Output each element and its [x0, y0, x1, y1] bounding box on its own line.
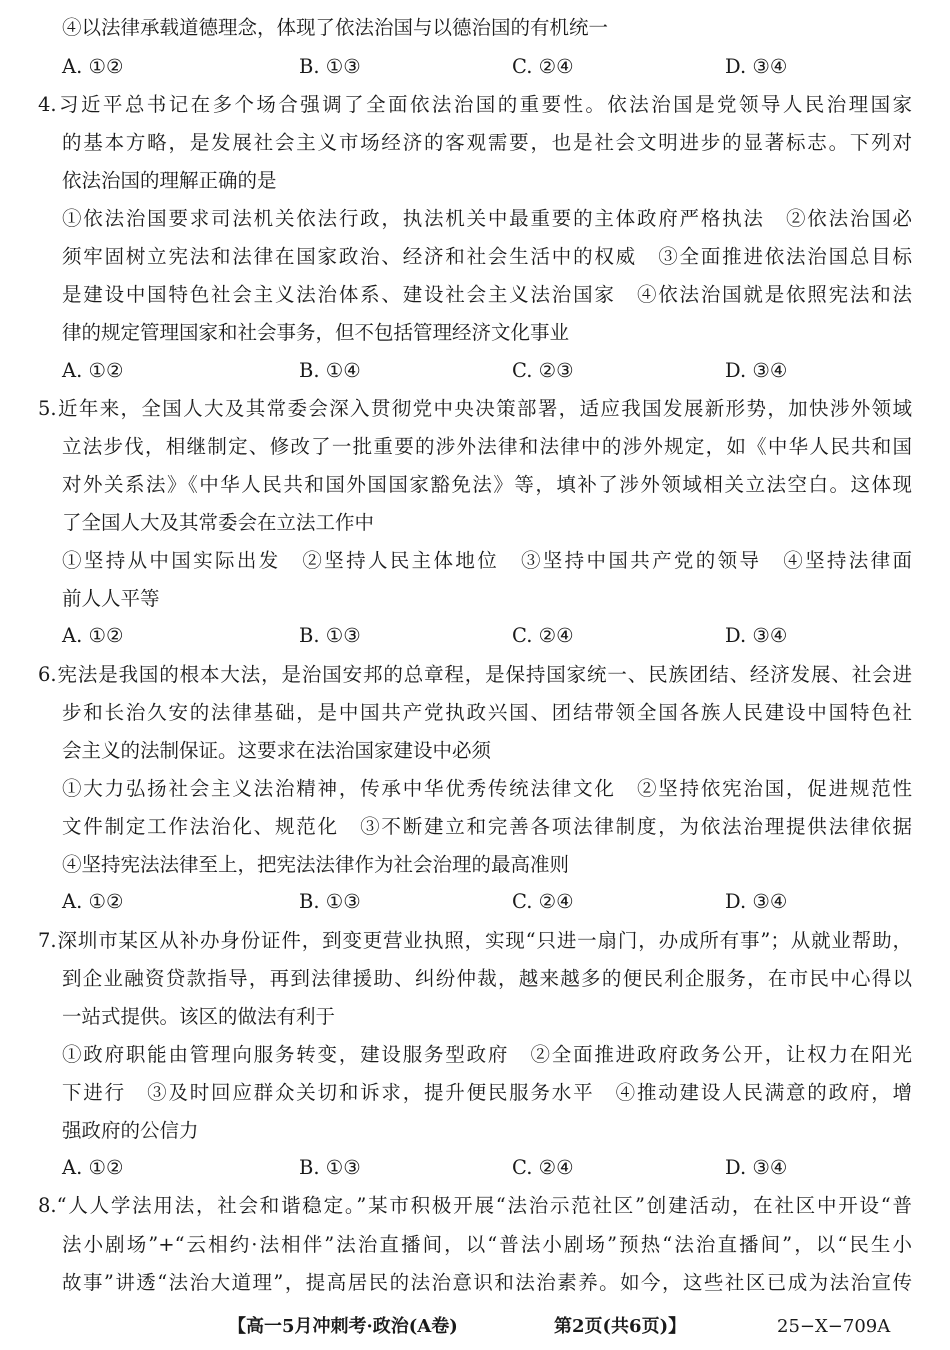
question-stem-line: 依法治国的理解正确的是 [62, 169, 277, 192]
question-3-options [62, 54, 912, 80]
statement-line: 律的规定管理国家和社会事务，但不包括管理经济文化事业 [62, 321, 570, 344]
statement-line: ①政府职能由管理向服务转变，建设服务型政府 ②全面推进政府政务公开，让权力在阳光 [62, 1043, 912, 1066]
option-c: C. ②④ [512, 890, 574, 913]
question-stem-line: 7.深圳市某区从补办身份证件，到变更营业执照，实现“只进一扇门，办成所有事”；从就业帮助， [38, 929, 912, 952]
option-b: B. ①③ [299, 890, 361, 913]
option-d: D. ③④ [725, 890, 788, 913]
question-stem-line: 5.近年来，全国人大及其常委会深入贯彻党中央决策部署，适应我国发展新形势，加快涉外领域 [38, 397, 912, 420]
statement-line: ①大力弘扬社会主义法治精神，传承中华优秀传统法律文化 ②坚持依宪治国，促进规范性 [62, 777, 912, 800]
statement-line: ④坚持宪法法律至上，把宪法法律作为社会治理的最高准则 [62, 853, 570, 876]
statement-line: 须牢固树立宪法和法律在国家政治、经济和社会生活中的权威 ③全面推进依法治国总目标 [62, 245, 912, 268]
option-a: A. ①② [62, 624, 124, 647]
option-d: D. ③④ [725, 1156, 788, 1179]
question-5-options [62, 623, 912, 649]
statement-line: 前人人平等 [62, 587, 160, 610]
option-c: C. ②④ [512, 624, 574, 647]
option-d: D. ③④ [725, 624, 788, 647]
option-a: A. ①② [62, 890, 124, 913]
question-stem-line: 法小剧场”+“云相约·法相伴”法治直播间，以“普法小剧场”预热“法治直播间”，以“民生小 [62, 1233, 912, 1256]
footer-paper-code: 25−X−709A [777, 1316, 891, 1337]
statement-line: ①依法治国要求司法机关依法行政，执法机关中最重要的主体政府严格执法 ②依法治国必 [62, 207, 912, 230]
question-stem-line: 步和长治久安的法律基础，是中国共产党执政兴国、团结带领全国各族人民建设中国特色社 [62, 701, 912, 724]
statement-line: 强政府的公信力 [62, 1119, 199, 1142]
question-stem-line: 对外关系法》《中华人民共和国外国国家豁免法》等，填补了涉外领域相关立法空白。这体现 [62, 473, 912, 496]
option-b: B. ①③ [299, 1156, 361, 1179]
question-stem-line: 8.“人人学法用法，社会和谐稳定。”某市积极开展“法治示范社区”创建活动，在社区中开设“普 [38, 1194, 912, 1217]
page-footer [0, 1314, 950, 1340]
question-stem-line: 4.习近平总书记在多个场合强调了全面依法治国的重要性。依法治国是党领导人民治理国家 [38, 93, 912, 116]
question-stem-line: 的基本方略，是发展社会主义市场经济的客观需要，也是社会文明进步的显著标志。下列对 [62, 131, 912, 154]
option-a: A. ①② [62, 359, 124, 382]
question-stem-line: 会主义的法制保证。这要求在法治国家建设中必须 [62, 739, 492, 762]
question-stem-line: 故事”讲透“法治大道理”，提高居民的法治意识和法治素养。如今，这些社区已成为法治宣传 [62, 1271, 912, 1294]
question-3-item-4: ④以法律承载道德理念，体现了依法治国与以德治国的有机统一 [62, 16, 609, 39]
question-stem-line: 立法步伐，相继制定、修改了一批重要的涉外法律和法律中的涉外规定，如《中华人民共和国 [62, 435, 912, 458]
question-stem-line: 了全国人大及其常委会在立法工作中 [62, 511, 375, 534]
question-stem-line: 到企业融资贷款指导，再到法律援助、纠纷仲裁，越来越多的便民利企服务，在市民中心得以 [62, 967, 912, 990]
option-c: C. ②③ [512, 359, 574, 382]
question-6-options [62, 889, 912, 915]
footer-exam-title: 【高一5月冲刺考·政治(A卷) [228, 1316, 458, 1337]
question-stem-line: 6.宪法是我国的根本大法，是治国安邦的总章程，是保持国家统一、民族团结、经济发展、社会进 [38, 663, 912, 686]
question-7-options [62, 1155, 912, 1181]
option-b: B. ①④ [299, 359, 361, 382]
option-b: B. ①③ [299, 55, 361, 78]
option-d: D. ③④ [725, 55, 788, 78]
footer-page-number: 第2页(共6页)】 [554, 1316, 687, 1337]
statement-line: 下进行 ③及时回应群众关切和诉求，提升便民服务水平 ④推动建设人民满意的政府，增 [62, 1081, 912, 1104]
question-stem-line: 一站式提供。该区的做法有利于 [62, 1005, 336, 1028]
statement-line: 是建设中国特色社会主义法治体系、建设社会主义法治国家 ④依法治国就是依照宪法和法 [62, 283, 912, 306]
option-a: A. ①② [62, 55, 124, 78]
option-c: C. ②④ [512, 55, 574, 78]
option-c: C. ②④ [512, 1156, 574, 1179]
statement-line: 文件制定工作法治化、规范化 ③不断建立和完善各项法律制度，为依法治理提供法律依据 [62, 815, 912, 838]
question-4-options [62, 358, 912, 384]
option-b: B. ①③ [299, 624, 361, 647]
option-d: D. ③④ [725, 359, 788, 382]
option-a: A. ①② [62, 1156, 124, 1179]
statement-line: ①坚持从中国实际出发 ②坚持人民主体地位 ③坚持中国共产党的领导 ④坚持法律面 [62, 549, 912, 572]
